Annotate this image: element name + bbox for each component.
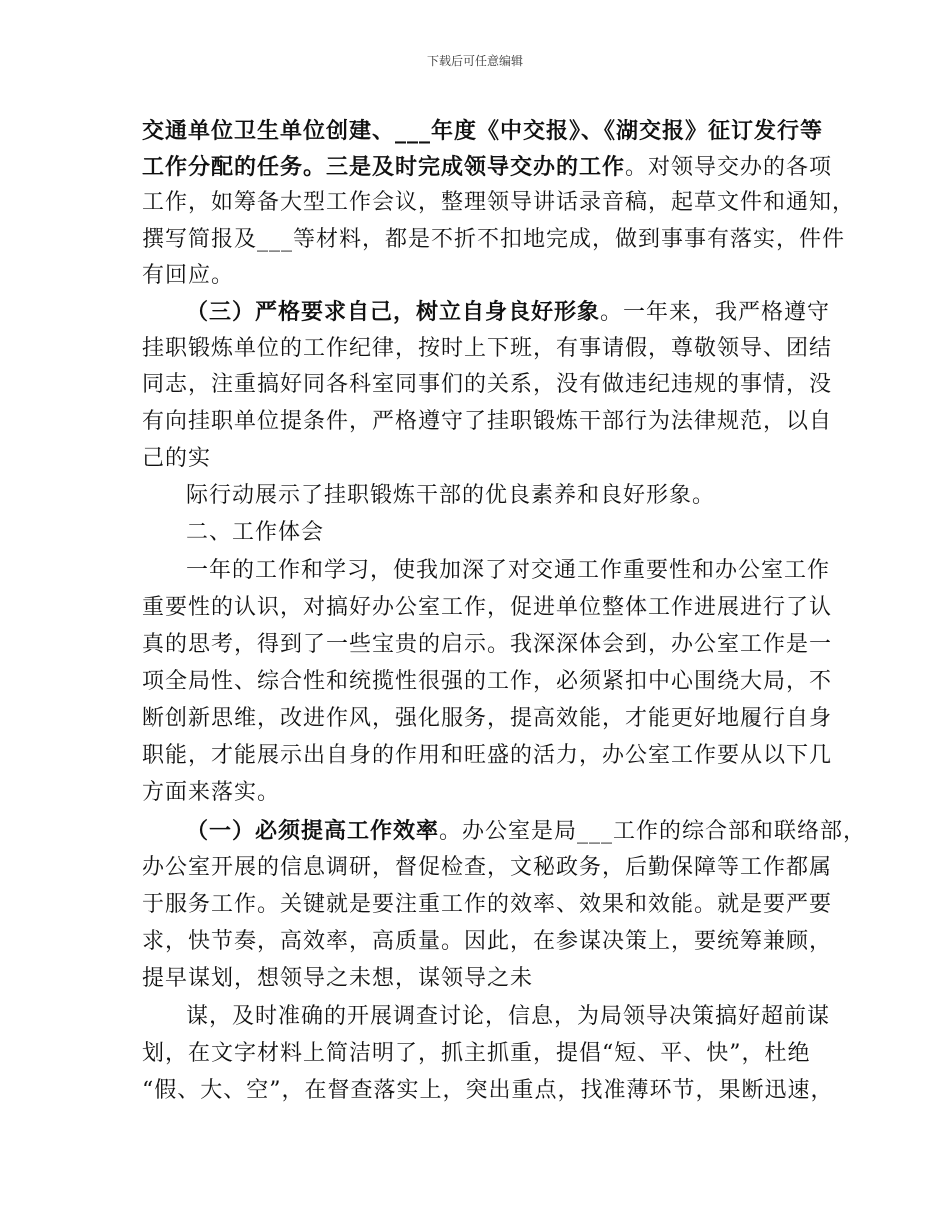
text-line: 有向挂职单位提条件，严格遵守了挂职锻炼干部行为法律规范，以自 xyxy=(142,409,833,434)
text-line: 际行动展示了挂职锻炼干部的优良素养和良好形象。 xyxy=(186,483,716,508)
text-line: 工作，如筹备大型工作会议，整理领导讲话录音稿，起草文件和通知， xyxy=(142,190,856,215)
text-line: 重要性的认识，对搞好办公室工作，促进单位整体工作进展进行了认 xyxy=(142,595,833,620)
text-line: 于服务工作。关键就是要注重工作的效率、效果和效能。就是要严要 xyxy=(142,892,833,917)
text-line: 有回应。 xyxy=(142,263,235,288)
text-line: （一）必须提高工作效率。办公室是局___工作的综合部和联络部， xyxy=(186,818,867,844)
text-line: 项全局性、综合性和统揽性很强的工作，必须紧扣中心围绕大局，不 xyxy=(142,669,833,694)
text-line: “假、大、空”，在督查落实上，突出重点，找准薄环节，果断迅速， xyxy=(142,1078,834,1103)
text-line: 方面来落实。 xyxy=(142,780,281,805)
text-line: 求，快节奏，高效率，高质量。因此，在参谋决策上，要统筹兼顾， xyxy=(142,929,833,954)
text-line: 同志，注重搞好同各科室同事们的关系，没有做违纪违规的事情，没 xyxy=(142,372,833,397)
text-line: 谋，及时准确的开展调查讨论，信息，为局领导决策搞好超前谋 xyxy=(186,1004,831,1029)
text-line: 己的实 xyxy=(142,446,212,471)
text-line: 挂职锻炼单位的工作纪律，按时上下班，有事请假，尊敬领导、团结 xyxy=(142,336,833,361)
text-line: 提早谋划，想领导之未想，谋领导之未 xyxy=(142,966,534,991)
page-header: 下载后可任意编辑 xyxy=(426,54,523,68)
text-line: 办公室开展的信息调研，督促检查，文秘政务，后勤保障等工作都属 xyxy=(142,855,833,880)
text-line: 撰写简报及___等材料，都是不折不扣地完成，做到事事有落实，件件 xyxy=(142,227,846,252)
text-line: 真的思考，得到了一些宝贵的启示。我深深体会到，办公室工作是一 xyxy=(142,632,833,657)
text-line: 一年的工作和学习，使我加深了对交通工作重要性和办公室工作 xyxy=(186,558,831,583)
section-heading: 二、工作体会 xyxy=(186,520,325,545)
text-line: 划，在文字材料上简洁明了，抓主抓重，提倡“短、平、快”，杜绝 xyxy=(142,1041,811,1066)
text-line: （三）严格要求自己，树立自身良好形象。一年来，我严格遵守 xyxy=(186,299,831,325)
text-line: 职能，才能展示出自身的作用和旺盛的活力，办公室工作要从以下几 xyxy=(142,743,833,768)
text-line: 工作分配的任务。三是及时完成领导交办的工作。对领导交办的各项 xyxy=(142,154,833,180)
text-line: 断创新思维，改进作风，强化服务，提高效能，才能更好地履行自身 xyxy=(142,706,833,731)
text-line: 交通单位卫生单位创建、___年度《中交报》、《湖交报》征订发行等 xyxy=(142,118,824,144)
